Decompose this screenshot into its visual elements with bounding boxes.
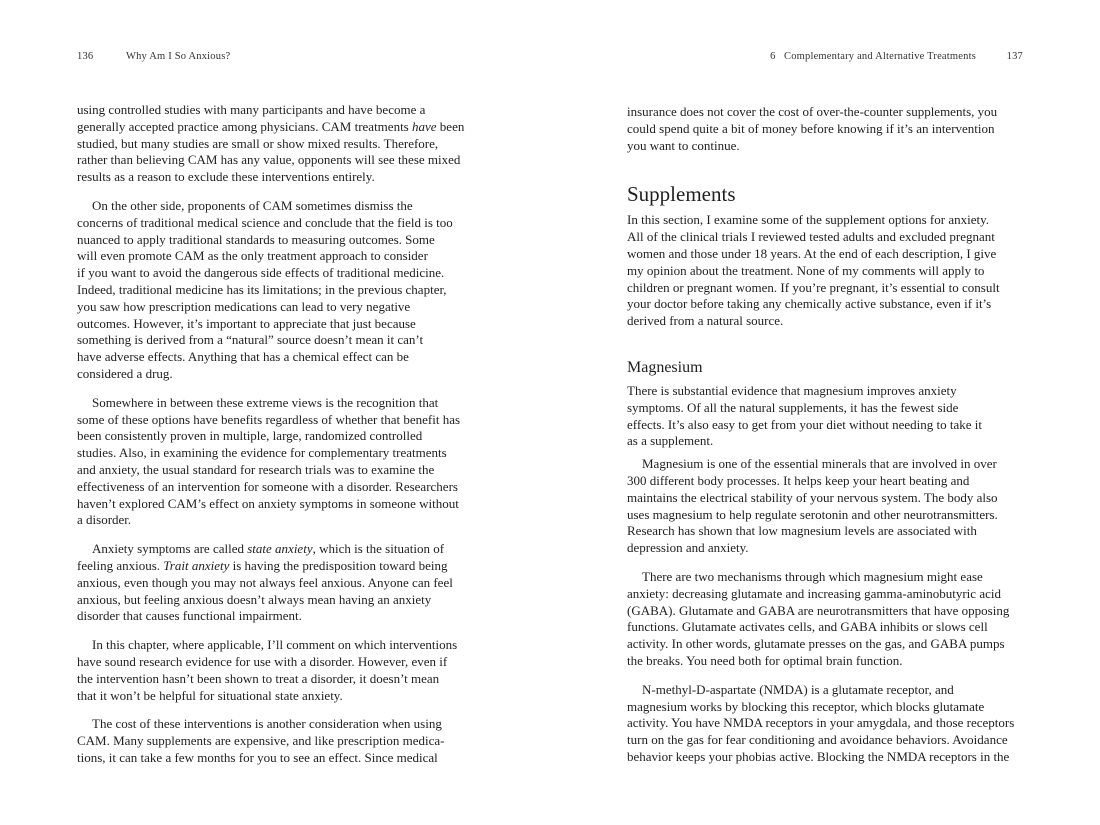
section-heading: Supplements [627, 182, 736, 207]
text-line: 300 different body processes. It helps keep your heart beating and [627, 472, 970, 488]
text-line: a disorder. [77, 512, 132, 528]
text-line: Research has shown that low magnesium levels are associated with [627, 523, 977, 539]
paragraph [627, 682, 1025, 766]
intro-paragraph-container [627, 104, 1025, 154]
text-line: generally accepted practice among physicians. CAM treatments have been [77, 118, 465, 134]
text-line: In this section, I examine some of the supplement options for anxiety. [627, 212, 989, 228]
text-line: rather than believing CAM has any value, opponents will see these mixed [77, 152, 461, 168]
text-line: magnesium works by blocking this receptor, which blocks glutamate [627, 698, 985, 714]
text-line: the intervention hasn’t been shown to treat a disorder, it doesn’t mean [77, 670, 440, 686]
paragraph [77, 198, 475, 383]
text-line: tions, it can take a few months for you to see an effect. Since medical [77, 749, 438, 765]
text-line: All of the clinical trials I reviewed tested adults and excluded pregnant [627, 229, 995, 245]
paragraph [627, 456, 1025, 557]
text-line: have adverse effects. Anything that has a chemical effect can be [77, 349, 409, 365]
text-line: as a supplement. [627, 433, 714, 449]
paragraph [77, 102, 475, 186]
text-line: (GABA). Glutamate and GABA are neurotransmitters that have opposing [627, 602, 1010, 618]
page-number-right: 137 [1006, 51, 1023, 62]
text-line: symptoms. Of all the natural supplements, it has the fewest side [627, 399, 959, 415]
text-line: anxiety: decreasing glutamate and increasing gamma-aminobutyric acid [627, 585, 1001, 601]
text-line: There are two mechanisms through which magnesium might ease [642, 568, 983, 584]
paragraph [77, 395, 475, 529]
subsection-paragraphs-container [627, 383, 1025, 766]
paragraph [627, 383, 1025, 450]
text-line: you saw how prescription medications can lead to very negative [77, 298, 411, 314]
text-line: women and those under 18 years. At the end of each description, I give [627, 245, 997, 261]
emphasis-text: state anxiety [247, 541, 313, 557]
text-line: haven’t explored CAM’s effect on anxiety symptoms in someone without [77, 495, 459, 511]
text-line: Indeed, traditional medicine has its limitations; in the previous chapter, [77, 281, 447, 297]
text-line: On the other side, proponents of CAM sometimes dismiss the [92, 197, 413, 213]
text-line: N-methyl-D-aspartate (NMDA) is a glutamate receptor, and [642, 681, 954, 697]
text-line: Anxiety symptoms are called state anxiety, which is the situation of [92, 541, 445, 557]
text-line: turn on the gas for fear conditioning and avoidance behaviors. Avoidance [627, 732, 1008, 748]
text-line: Magnesium is one of the essential minerals that are involved in over [642, 456, 997, 472]
text-line: derived from a natural source. [627, 313, 784, 329]
text-line: effects. It’s also easy to get from your diet without needing to take it [627, 416, 983, 432]
text-line: There is substantial evidence that magnesium improves anxiety [627, 382, 957, 398]
text-line: uses magnesium to help regulate serotonin and other neurotransmitters. [627, 506, 998, 522]
paragraph [627, 104, 1025, 154]
section-paragraph-container [627, 212, 1025, 330]
text-line: something is derived from a “natural” source doesn’t mean it can’t [77, 332, 424, 348]
text-line: you want to continue. [627, 137, 740, 153]
text-line: nuanced to apply traditional standards to measuring outcomes. Some [77, 231, 435, 247]
text-line: studies. Also, in examining the evidence for complementary treatments [77, 445, 447, 461]
text-line: if you want to avoid the dangerous side effects of traditional medicine. [77, 265, 445, 281]
text-line: could spend quite a bit of money before knowing if it’s an intervention [627, 120, 995, 136]
text-line: anxious, even though you may not always feel anxious. Anyone can feel [77, 574, 453, 590]
text-line: activity. You have NMDA receptors in your amygdala, and those receptors [627, 715, 1015, 731]
text-line: have sound research evidence for use with a disorder. However, even if [77, 653, 448, 669]
text-line: the breaks. You need both for optimal brain function. [627, 652, 903, 668]
page-number-left: 136 [77, 51, 94, 62]
text-line: considered a drug. [77, 365, 173, 381]
emphasis-text: have [412, 118, 437, 134]
paragraph [627, 212, 1025, 330]
paragraph [77, 541, 475, 625]
text-line: In this chapter, where applicable, I’ll comment on which interventions [92, 637, 458, 653]
text-line: that it won’t be helpful for situational state anxiety. [77, 687, 343, 703]
emphasis-text: Trait anxiety [163, 557, 230, 573]
text-line: maintains the electrical stability of your nervous system. The body also [627, 489, 998, 505]
text-line: functions. Glutamate activates cells, and GABA inhibits or slows cell [627, 619, 988, 635]
text-line: disorder that causes functional impairment. [77, 608, 302, 624]
text-line: and anxiety, the usual standard for research trials was to examine the [77, 461, 435, 477]
text-line: some of these options have benefits regardless of whether that benefit has [77, 411, 461, 427]
text-line: your doctor before taking any chemically active substance, even if it’s [627, 296, 992, 312]
paragraph [77, 716, 475, 766]
text-line: children or pregnant women. If you’re pregnant, it’s essential to consult [627, 279, 1000, 295]
text-line: studied, but many studies are small or show mixed results. Therefore, [77, 135, 439, 151]
right-page [550, 0, 1100, 825]
text-line: activity. In other words, glutamate presses on the gas, and GABA pumps [627, 636, 1005, 652]
text-line: effectiveness of an intervention for someone with a disorder. Researchers [77, 478, 458, 494]
text-line: CAM. Many supplements are expensive, and like prescription medica- [77, 733, 445, 749]
text-line: concerns of traditional medical science and conclude that the field is too [77, 214, 453, 230]
text-line: feeling anxious. Trait anxiety is having the predisposition toward being [77, 557, 448, 573]
right-page-body [627, 104, 1025, 766]
text-line: behavior keeps your phobias active. Blocking the NMDA receptors in the [627, 748, 1010, 764]
paragraph [627, 569, 1025, 670]
text-line: insurance does not cover the cost of over-the-counter supplements, you [627, 104, 998, 119]
text-line: The cost of these interventions is another consideration when using [92, 716, 442, 732]
running-chapter-title: 6 Complementary and Alternative Treatments [770, 51, 976, 62]
left-page-body [77, 102, 475, 767]
text-line: results as a reason to exclude these interventions entirely. [77, 169, 375, 185]
text-line: using controlled studies with many participants and have become a [77, 102, 426, 117]
text-line: anxious, but feeling anxious doesn’t always mean having an anxiety [77, 591, 432, 607]
text-line: outcomes. However, it’s important to appreciate that just because [77, 315, 416, 331]
text-line: will even promote CAM as the only treatment approach to consider [77, 248, 428, 264]
text-line: Somewhere in between these extreme views is the recognition that [92, 394, 439, 410]
subsection-heading: Magnesium [627, 358, 703, 376]
running-title: Why Am I So Anxious? [126, 51, 231, 62]
text-line: depression and anxiety. [627, 540, 749, 556]
text-line: my opinion about the treatment. None of my comments will apply to [627, 262, 985, 278]
paragraph [77, 637, 475, 704]
text-line: been consistently proven in multiple, large, randomized controlled [77, 428, 423, 444]
